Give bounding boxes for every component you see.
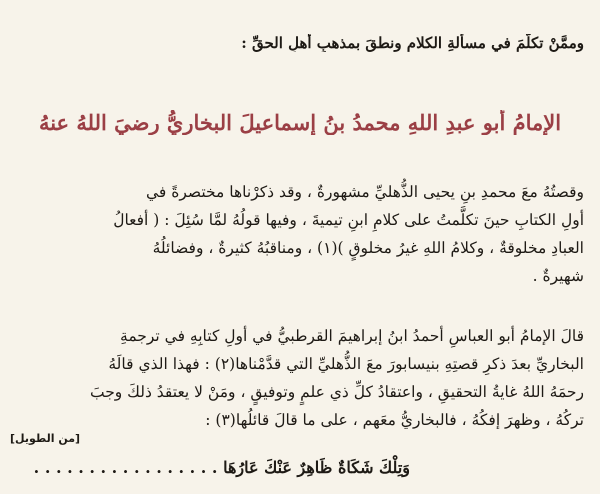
poetic-meter-label: [من الطويل] [10,432,81,445]
paragraph-1-line: وقصتُهُ معَ محمدِ بنِ يحيى الذُّهليِّ مشهورةٌ ، وقد ذكرْناها مختصرةً في [145,183,584,201]
paragraph-2-line: تركُهُ ، وظهرَ إفكُهُ ، فالبخاريُّ معَهم ، على ما قالَ قائلُها(٣) : [205,411,584,429]
paragraph-1 [12,178,584,290]
paragraph-2-line: رحمَهُ اللهُ غايةُ التحقيقِ ، واعتقادُ كلِّ ذي علمٍ وتوفيقٍ ، ومَنْ لا يعتقدُ ذلكَ وجبَ [89,383,584,401]
paragraph-1-line: العبادِ مخلوقةٌ ، وكلامُ اللهِ غيرُ مخلوقٍ )(١) ، ومناقبُهُ كثيرةٌ ، وفضائلُهُ [152,239,584,257]
paragraph-2 [12,322,584,434]
section-heading: الإمامُ أبو عبدِ اللهِ محمدُ بنُ إسماعيلَ البخاريُّ رضيَ اللهُ عنهُ [38,110,562,135]
verse-line: وَتِلْكَ شَكَاةٌ ظَاهِرٌ عَنْكَ عَارُهَا . . . . . . . . . . . . . . . . . [33,458,410,477]
intro-line: وممَّنْ تكلَّمَ في مسألةِ الكلامِ ونطقَ بمذهبِ أهلِ الحقِّ : [241,34,584,52]
paragraph-2-line: قالَ الإمامُ أبو العباسِ أحمدُ ابنُ إبراهيمَ القرطبيُّ في أولِ كتابِهِ في ترجمةِ [120,327,584,345]
paragraph-1-line: شهيرةٌ . [532,267,584,285]
paragraph-1-line: أولِ الكتابِ حينَ تكلَّمتُ على كلامِ ابنِ تيميةَ ، وفيها قولُهُ لمَّا سُئِلَ : ( أفعالُ [113,211,584,229]
paragraph-2-line: البخاريِّ بعدَ ذكرِ قصتِهِ بنيسابورَ معَ الذُّهليِّ التي قدَّمْناها(٢) : فهذا الذي قالَهُ [108,355,584,373]
